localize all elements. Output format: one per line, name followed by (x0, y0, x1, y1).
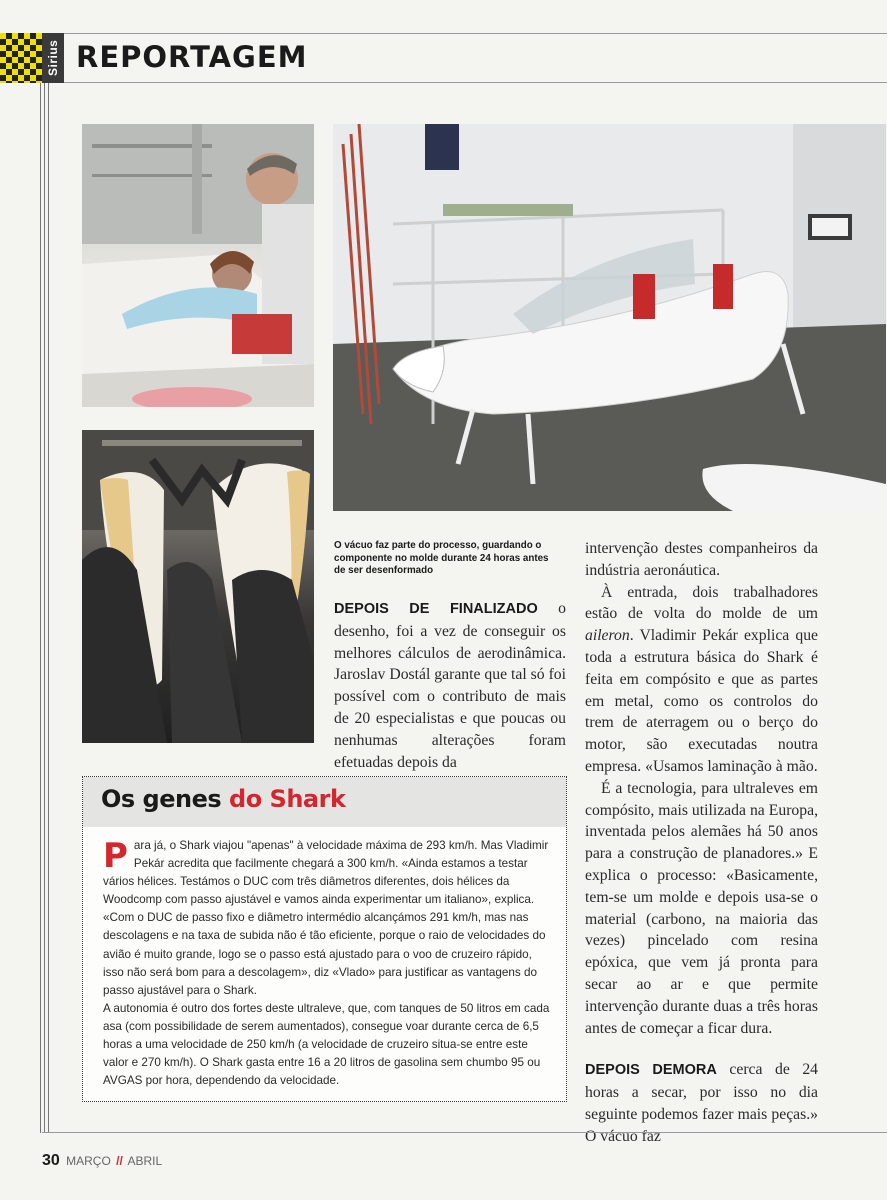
paragraph-text: o desenho, foi a vez de conseguir os melhores cálculos de aerodinâmica. Jaroslav Dostál garante que tal só foi possível com o contributo de mais de 20 especialistas e que poucas ou nenhumas alterações foram efetuadas depois da (334, 600, 566, 771)
article-column-left (334, 598, 566, 773)
box-title-part2: do Shark (229, 785, 346, 813)
photo-caption: O vácuo faz parte do processo, guardando o componente no molde durante 24 horas antes de ser desenformado (334, 540, 549, 576)
paragraph-lead: DEPOIS DEMORA (585, 1062, 717, 1079)
photo-shark-fuselage (333, 124, 886, 511)
sidebar-box (82, 776, 567, 1102)
margin-rule-2 (44, 83, 45, 1133)
paragraph-text: . Vladimir Pekár explica que toda a estrutura básica do Shark é feita em compósito e que as partes em metal, como os controlos do trem de aterragem ou o berço do motor, são executadas noutra empresa. «Usamos laminação à mão. (585, 627, 818, 775)
paragraph-gap (585, 1039, 818, 1059)
page-footer (42, 1152, 162, 1170)
page-number: 30 (42, 1152, 60, 1169)
header-rule-top (64, 33, 887, 34)
paragraph-text: À entrada, dois trabalhadores estão de volta do molde de um (585, 583, 818, 623)
paragraph (585, 582, 818, 778)
box-title-part1: Os genes (101, 785, 230, 813)
drop-cap: P (103, 836, 128, 876)
margin-rule-3 (48, 83, 49, 1133)
photo-wing-molds (82, 430, 314, 743)
section-title: REPORTAGEM (76, 40, 308, 74)
box-paragraph: A autonomia é outro dos fortes deste ultraleve, que, com tanques de 50 litros em cada asa (com possibilidade de serem aumentados), consegue voar durante cerca de 6,5 horas a uma velocidade de 250 km/h (a velocidade de cruzeiro situa-se entre este valor e 270 km/h). O Shark gasta entre 16 a 20 litros de gasolina sem chumbo 95 ou AVGAS por hora, dependendo da velocidade. (103, 1001, 550, 1088)
box-paragraph (103, 837, 555, 1000)
footer-month: MARÇO (66, 1154, 111, 1168)
box-paragraph-text: ara já, o Shark viajou "apenas" à velocidade máxima de 293 km/h. Mas Vladimir Pekár acredita que facilmente chegará a 300 km/h. «Ainda estamos a testar vários hélices. Testámos o DUC com três diâmetros diferentes, dois hélices da Woodcomp com passo ajustável e vamos ainda experimentar um italiano», explica. «Com o DUC de passo fixo e diâmetro intermédio alcançámos 291 km/h, mas nas descolagens e na taxa de subida não é tão eficiente, porque o raio de velocidades do avião é muito grande, logo se o passo está ajustado para o voo de cruzeiro rápido, isso não será bom para a descolagem», diz «Vlado» para justificar as vantagens do passo ajustável para o Shark. (103, 839, 549, 997)
box-title (101, 785, 345, 813)
checker-flag-logo (0, 33, 42, 83)
paragraph-text: cerca de 24 horas a secar, por isso no dia seguinte podemos fazer mais peças.» O vácuo faz (585, 1061, 819, 1145)
footer-rule (42, 1132, 887, 1133)
paragraph: intervenção destes companheiros da indústria aeronáutica. (585, 540, 818, 579)
paragraph-lead: DEPOIS DE FINALIZADO (334, 601, 538, 617)
paragraph (585, 1059, 818, 1147)
footer-separator: // (116, 1154, 123, 1168)
paragraph: É a tecnologia, para ultraleves em compósito, mais utilizada na Europa, inventada pelos alemães há 50 anos para a construção de planadores.» E explica o processo: «Basicamente, tem-se um molde e depois usa-se o material (carbono, na maioria das vezes) pincelado com resina epóxica, que vem já pronta para secar ao ar e que permite intervenção durante duas a três horas antes de começar a ficar dura. (585, 779, 818, 1037)
box-text (103, 837, 555, 1090)
header-rule-bottom (64, 82, 887, 83)
brand-tab: Sirius (42, 33, 64, 83)
italic-term: aileron (585, 627, 630, 645)
article-column-right (585, 538, 818, 1148)
footer-month: ABRIL (127, 1154, 163, 1168)
margin-rule-1 (40, 83, 41, 1133)
photo-workers-mold (82, 124, 314, 407)
